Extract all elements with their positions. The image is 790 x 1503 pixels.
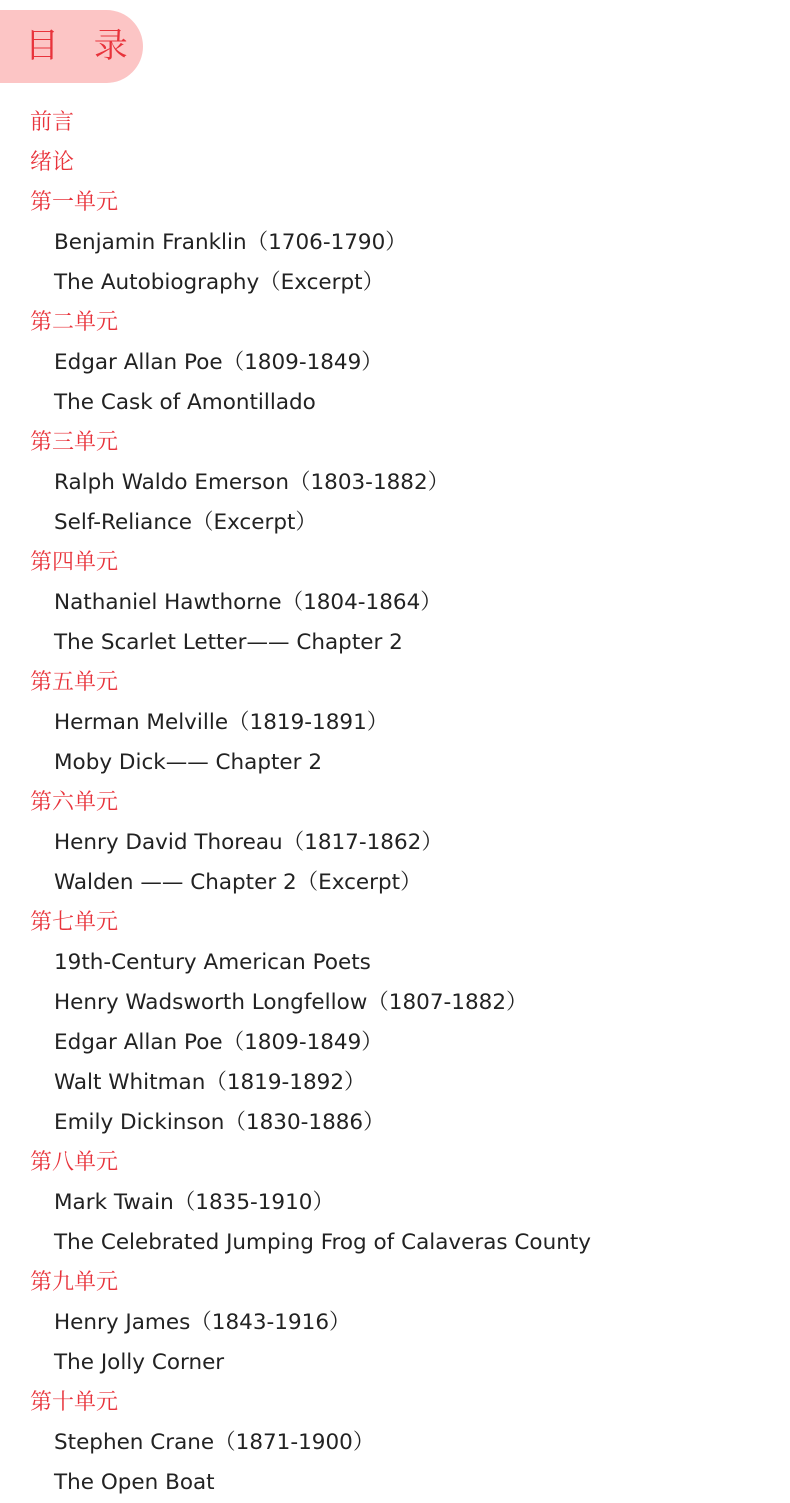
toc-entry[interactable]: Walden —— Chapter 2（Excerpt）: [54, 870, 422, 895]
toc-entry[interactable]: Edgar Allan Poe（1809-1849）: [54, 350, 383, 375]
toc-entry[interactable]: Edgar Allan Poe（1809-1849）: [54, 1030, 383, 1055]
toc-entry[interactable]: Henry Wadsworth Longfellow（1807-1882）: [54, 990, 528, 1015]
page-title: 目 录: [25, 26, 140, 66]
toc-entry[interactable]: Stephen Crane（1871-1900）: [54, 1430, 375, 1455]
toc-entry[interactable]: Emily Dickinson（1830-1886）: [54, 1110, 385, 1135]
toc-entry[interactable]: The Open Boat: [54, 1470, 215, 1495]
toc-section-heading[interactable]: 第二单元: [30, 310, 119, 335]
toc-section-heading[interactable]: 第五单元: [30, 670, 119, 695]
toc-entry[interactable]: The Celebrated Jumping Frog of Calaveras County: [54, 1230, 591, 1255]
toc-entry[interactable]: The Jolly Corner: [54, 1350, 225, 1375]
toc-section-heading[interactable]: 第八单元: [30, 1150, 119, 1175]
toc-entry[interactable]: The Scarlet Letter—— Chapter 2: [54, 630, 403, 655]
toc-section-heading[interactable]: 第十单元: [30, 1390, 119, 1415]
toc-section-heading[interactable]: 第六单元: [30, 790, 119, 815]
toc-entry[interactable]: Benjamin Franklin（1706-1790）: [54, 230, 407, 255]
toc-section-heading[interactable]: 第三单元: [30, 430, 119, 455]
toc-entry[interactable]: Moby Dick—— Chapter 2: [54, 750, 323, 775]
toc-section-heading[interactable]: 前言: [30, 110, 75, 135]
toc-section-heading[interactable]: 第七单元: [30, 910, 119, 935]
toc-entry[interactable]: Walt Whitman（1819-1892）: [54, 1070, 366, 1095]
toc-entry[interactable]: Nathaniel Hawthorne（1804-1864）: [54, 590, 442, 615]
toc-entry[interactable]: 19th-Century American Poets: [54, 950, 371, 975]
toc-entry[interactable]: The Autobiography（Excerpt）: [54, 270, 385, 295]
toc-entry[interactable]: Mark Twain（1835-1910）: [54, 1190, 334, 1215]
toc-entry[interactable]: Henry James（1843-1916）: [54, 1310, 351, 1335]
toc-section-heading[interactable]: 第九单元: [30, 1270, 119, 1295]
toc-entry[interactable]: Ralph Waldo Emerson（1803-1882）: [54, 470, 450, 495]
toc-section-heading[interactable]: 第四单元: [30, 550, 119, 575]
toc-entry[interactable]: Henry David Thoreau（1817-1862）: [54, 830, 443, 855]
toc-entry[interactable]: The Cask of Amontillado: [54, 390, 316, 415]
toc-list: [0, 103, 790, 1503]
toc-entry[interactable]: Self-Reliance（Excerpt）: [54, 510, 317, 535]
toc-header: [0, 10, 143, 83]
toc-section-heading[interactable]: 第一单元: [30, 190, 119, 215]
toc-entry[interactable]: Herman Melville（1819-1891）: [54, 710, 389, 735]
toc-section-heading[interactable]: 绪论: [30, 150, 75, 175]
